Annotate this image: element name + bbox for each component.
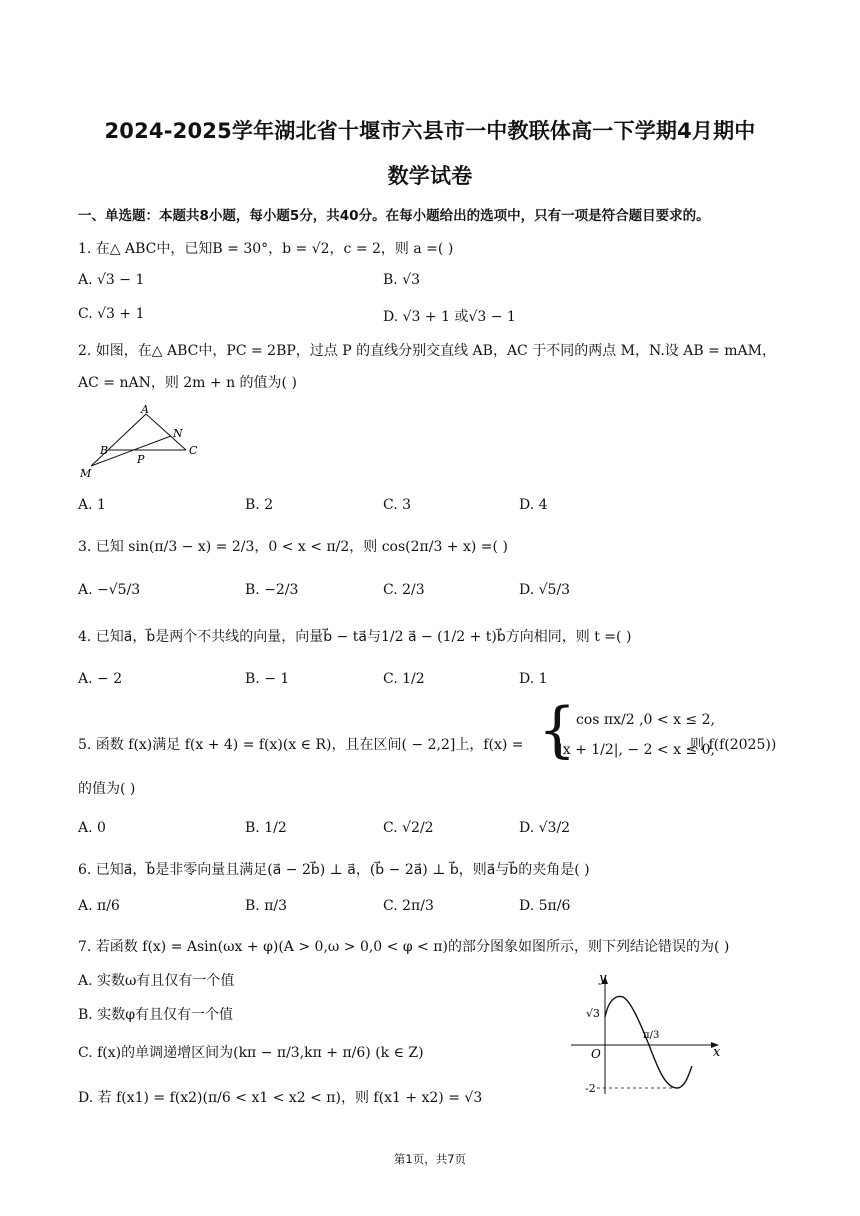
q1-option-d: D. √3 + 1 或√3 − 1 [383, 309, 516, 325]
q3-option-d: D. √5/3 [519, 582, 571, 598]
graph-label-x: x [713, 1045, 721, 1060]
q4-option-a: A. − 2 [78, 671, 123, 687]
q2-option-b: B. 2 [245, 497, 274, 513]
exam-title-line1: 2024-2025学年湖北省十堰市六县市一中教联体高一下学期4月期中 [104, 119, 756, 143]
section-heading: 一、单选题：本题共8小题，每小题5分，共40分。在每小题给出的选项中，只有一项是符合题目要求的。 [78, 208, 710, 224]
fig-label-a: A [141, 403, 149, 416]
fig-label-c: C [189, 444, 198, 457]
q2-option-a: A. 1 [78, 497, 106, 513]
q2-option-d: D. 4 [519, 497, 548, 513]
q6-stem: 6. 已知a⃗，b⃗是非零向量且满足(a⃗ − 2b⃗) ⊥ a⃗，(b⃗ − 2a⃗) ⊥ b⃗，则a⃗与b⃗的夹角是( ) [78, 862, 590, 878]
q5-piece2: |x + 1/2|, − 2 < x ≤ 0, [558, 742, 715, 758]
q3-option-a: A. −√5/3 [78, 582, 141, 598]
q2-triangle-figure [78, 402, 208, 482]
q7-option-a: A. 实数ω有且仅有一个值 [78, 973, 235, 989]
q1-option-a: A. √3 − 1 [78, 272, 145, 288]
q1-option-b: B. √3 [383, 272, 421, 288]
graph-label-y: y [599, 971, 607, 986]
q4-option-b: B. − 1 [245, 671, 290, 687]
q2-option-c: C. 3 [383, 497, 412, 513]
q4-option-d: D. 1 [519, 671, 548, 687]
q4-option-c: C. 1/2 [383, 671, 425, 687]
fig-label-m: M [80, 467, 92, 480]
q5-stem-line2: 的值为( ) [78, 781, 136, 797]
q7-option-c: C. f(x)的单调递增区间为(kπ − π/3,kπ + π/6) (k ∈ Z) [78, 1045, 424, 1061]
q2-stem-line1: 2. 如图，在△ ABC中，PC = 2BP，过点 P 的直线分别交直线 AB，AC 于不同的两点 M，N.设 AB = mAM， [78, 343, 777, 359]
fig-label-p: P [137, 453, 145, 466]
q6-option-a: A. π/6 [78, 898, 120, 914]
q3-stem: 3. 已知 sin(π/3 − x) = 2/3，0 < x < π/2，则 cos(2π/3 + x) =( ) [78, 539, 508, 555]
graph-label-pi3: π/3 [643, 1030, 660, 1041]
q5-stem-tail: 则 f(f(2025)) [690, 737, 777, 753]
q7-sine-graph [565, 970, 730, 1098]
fig-label-b: B [100, 444, 109, 457]
q5-option-d: D. √3/2 [519, 820, 571, 836]
q5-brace: { [538, 695, 577, 765]
q5-stem-line1: 5. 函数 f(x)满足 f(x + 4) = f(x)(x ∈ R)，且在区间( − 2,2]上，f(x) = [78, 737, 524, 753]
q6-option-b: B. π/3 [245, 898, 288, 914]
q5-piece1: cos πx/2 ,0 < x ≤ 2, [576, 712, 715, 728]
q5-option-c: C. √2/2 [383, 820, 434, 836]
q1-stem: 1. 在△ ABC中，已知B = 30°，b = √2，c = 2，则 a =( ) [78, 241, 454, 257]
q7-option-b: B. 实数φ有且仅有一个值 [78, 1007, 233, 1023]
page-footer: 第1页，共7页 [393, 1152, 467, 1166]
graph-label-neg2: -2 [585, 1082, 596, 1095]
graph-label-origin: O [591, 1047, 601, 1061]
q2-stem-line2: AC = nAN，则 2m + n 的值为( ) [78, 375, 297, 391]
q5-option-b: B. 1/2 [245, 820, 287, 836]
q3-option-c: C. 2/3 [383, 582, 425, 598]
graph-label-sqrt3: √3 [586, 1007, 601, 1020]
q7-stem: 7. 若函数 f(x) = Asin(ωx + φ)(A > 0,ω > 0,0 < φ < π)的部分图象如图所示，则下列结论错误的为( ) [78, 939, 730, 955]
q7-option-d: D. 若 f(x1) = f(x2)(π/6 < x1 < x2 < π)，则 f(x1 + x2) = √3 [78, 1090, 483, 1106]
fig-label-n: N [173, 427, 183, 440]
q5-option-a: A. 0 [78, 820, 106, 836]
q6-option-c: C. 2π/3 [383, 898, 434, 914]
sine-curve [605, 996, 692, 1088]
q6-option-d: D. 5π/6 [519, 898, 571, 914]
q1-option-c: C. √3 + 1 [78, 306, 145, 322]
exam-title-line2: 数学试卷 [387, 164, 473, 188]
q4-stem: 4. 已知a⃗，b⃗是两个不共线的向量，向量b⃗ − ta⃗与1/2 a⃗ − (1/2 + t)b⃗方向相同，则 t =( ) [78, 629, 632, 645]
q3-option-b: B. −2/3 [245, 582, 299, 598]
